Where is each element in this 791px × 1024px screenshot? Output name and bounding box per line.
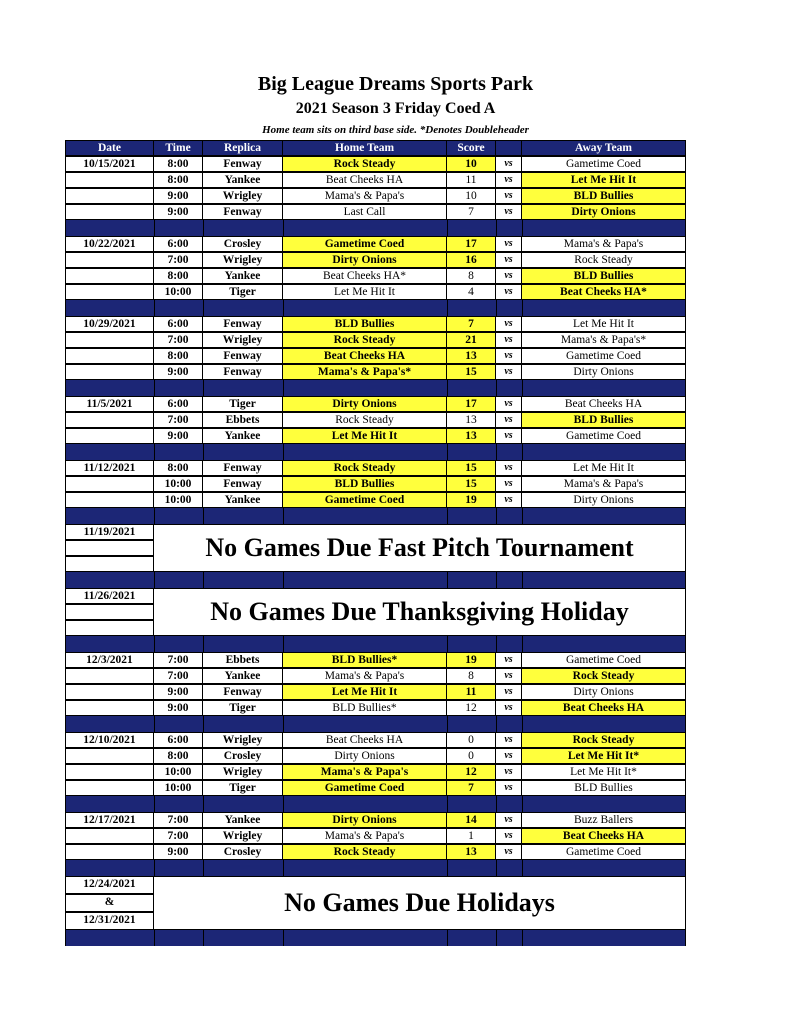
home-team-cell: Rock Steady <box>282 332 447 348</box>
game-replica-cell: Tiger <box>202 284 283 300</box>
vs-label: vs <box>495 812 522 828</box>
game-row <box>65 156 686 172</box>
score-cell: 21 <box>446 332 496 348</box>
away-team-cell: Rock Steady <box>521 732 686 748</box>
no-games-block <box>65 588 686 636</box>
game-time-cell: 9:00 <box>153 844 203 860</box>
game-time-cell: 8:00 <box>153 172 203 188</box>
away-team-cell: Mama's & Papa's <box>521 476 686 492</box>
vs-label: vs <box>495 844 522 860</box>
game-date-cell <box>65 172 154 188</box>
game-replica-cell: Fenway <box>202 684 283 700</box>
game-row <box>65 412 686 428</box>
vs-label: vs <box>495 748 522 764</box>
away-team-cell: Beat Cheeks HA <box>521 828 686 844</box>
game-replica-cell: Wrigley <box>202 332 283 348</box>
home-team-cell: Gametime Coed <box>282 236 447 252</box>
game-replica-cell: Yankee <box>202 668 283 684</box>
game-time-cell: 9:00 <box>153 364 203 380</box>
score-cell: 0 <box>446 748 496 764</box>
game-date-cell <box>65 412 154 428</box>
game-time-cell: 7:00 <box>153 412 203 428</box>
home-team-cell: Mama's & Papa's <box>282 188 447 204</box>
away-team-cell: BLD Bullies <box>521 268 686 284</box>
game-time-cell: 8:00 <box>153 460 203 476</box>
game-replica-cell: Wrigley <box>202 764 283 780</box>
home-team-cell: Gametime Coed <box>282 492 447 508</box>
vs-label: vs <box>495 284 522 300</box>
away-team-cell: Beat Cheeks HA <box>521 396 686 412</box>
game-time-cell: 10:00 <box>153 764 203 780</box>
vs-label: vs <box>495 316 522 332</box>
home-team-cell: Let Me Hit It <box>282 284 447 300</box>
vs-label: vs <box>495 460 522 476</box>
game-date-cell <box>65 252 154 268</box>
score-cell: 15 <box>446 460 496 476</box>
header-score: Score <box>446 140 496 156</box>
away-team-cell: Dirty Onions <box>521 364 686 380</box>
game-replica-cell: Wrigley <box>202 828 283 844</box>
no-games-date-cell <box>65 556 154 572</box>
section-separator <box>65 300 686 316</box>
section-separator <box>65 860 686 876</box>
home-team-cell: Mama's & Papa's <box>282 764 447 780</box>
away-team-cell: Gametime Coed <box>521 348 686 364</box>
page-subtitle: 2021 Season 3 Friday Coed A <box>295 100 496 117</box>
game-time-cell: 7:00 <box>153 332 203 348</box>
game-time-cell: 9:00 <box>153 204 203 220</box>
game-row <box>65 748 686 764</box>
game-replica-cell: Tiger <box>202 780 283 796</box>
home-team-cell: Dirty Onions <box>282 748 447 764</box>
game-replica-cell: Ebbets <box>202 412 283 428</box>
game-row <box>65 252 686 268</box>
away-team-cell: Beat Cheeks HA <box>521 700 686 716</box>
game-time-cell: 9:00 <box>153 700 203 716</box>
vs-label: vs <box>495 428 522 444</box>
game-date-cell <box>65 764 154 780</box>
game-row <box>65 844 686 860</box>
away-team-cell: Let Me Hit It* <box>521 764 686 780</box>
score-cell: 7 <box>446 780 496 796</box>
no-games-message: No Games Due Holidays <box>153 876 686 930</box>
away-team-cell: Gametime Coed <box>521 156 686 172</box>
vs-label: vs <box>495 492 522 508</box>
game-date-cell: 10/22/2021 <box>65 236 154 252</box>
section-separator <box>65 572 686 588</box>
home-team-cell: BLD Bullies* <box>282 652 447 668</box>
game-replica-cell: Tiger <box>202 396 283 412</box>
away-team-cell: Let Me Hit It <box>521 316 686 332</box>
away-team-cell: Mama's & Papa's* <box>521 332 686 348</box>
game-date-cell: 10/15/2021 <box>65 156 154 172</box>
away-team-cell: BLD Bullies <box>521 188 686 204</box>
score-cell: 19 <box>446 652 496 668</box>
score-cell: 7 <box>446 316 496 332</box>
away-team-cell: Rock Steady <box>521 668 686 684</box>
section-separator <box>65 220 686 236</box>
game-row <box>65 268 686 284</box>
game-row <box>65 348 686 364</box>
away-team-cell: BLD Bullies <box>521 412 686 428</box>
home-team-cell: Dirty Onions <box>282 252 447 268</box>
score-cell: 15 <box>446 476 496 492</box>
no-games-date-cell <box>65 604 154 620</box>
vs-label: vs <box>495 188 522 204</box>
score-cell: 17 <box>446 396 496 412</box>
home-team-cell: Let Me Hit It <box>282 428 447 444</box>
game-time-cell: 7:00 <box>153 668 203 684</box>
section-separator <box>65 636 686 652</box>
game-date-cell <box>65 700 154 716</box>
game-row <box>65 684 686 700</box>
vs-label: vs <box>495 348 522 364</box>
game-row <box>65 332 686 348</box>
score-cell: 11 <box>446 684 496 700</box>
game-replica-cell: Yankee <box>202 428 283 444</box>
game-time-cell: 6:00 <box>153 396 203 412</box>
section-separator <box>65 716 686 732</box>
game-date-cell <box>65 348 154 364</box>
vs-label: vs <box>495 684 522 700</box>
header-time: Time <box>153 140 203 156</box>
game-row <box>65 364 686 380</box>
away-team-cell: Dirty Onions <box>521 204 686 220</box>
home-team-cell: Beat Cheeks HA <box>282 732 447 748</box>
no-games-block <box>65 876 686 930</box>
no-games-block <box>65 524 686 572</box>
game-date-cell <box>65 668 154 684</box>
game-time-cell: 6:00 <box>153 732 203 748</box>
game-date-cell <box>65 844 154 860</box>
game-time-cell: 10:00 <box>153 492 203 508</box>
section-separator <box>65 796 686 812</box>
away-team-cell: BLD Bullies <box>521 780 686 796</box>
game-row <box>65 204 686 220</box>
game-time-cell: 8:00 <box>153 268 203 284</box>
away-team-cell: Gametime Coed <box>521 652 686 668</box>
game-date-cell <box>65 332 154 348</box>
vs-label: vs <box>495 764 522 780</box>
no-games-date-cell: 11/26/2021 <box>65 588 154 604</box>
home-team-cell: BLD Bullies <box>282 316 447 332</box>
game-date-cell <box>65 364 154 380</box>
game-date-cell <box>65 188 154 204</box>
score-cell: 14 <box>446 812 496 828</box>
game-row <box>65 812 686 828</box>
vs-label: vs <box>495 476 522 492</box>
away-team-cell: Rock Steady <box>521 252 686 268</box>
game-time-cell: 9:00 <box>153 188 203 204</box>
score-cell: 13 <box>446 348 496 364</box>
game-time-cell: 10:00 <box>153 284 203 300</box>
vs-label: vs <box>495 236 522 252</box>
game-date-cell: 10/29/2021 <box>65 316 154 332</box>
vs-label: vs <box>495 668 522 684</box>
header-home-team: Home Team <box>282 140 447 156</box>
section-separator <box>65 444 686 460</box>
score-cell: 0 <box>446 732 496 748</box>
vs-label: vs <box>495 780 522 796</box>
home-team-cell: Let Me Hit It <box>282 684 447 700</box>
game-time-cell: 7:00 <box>153 652 203 668</box>
score-cell: 17 <box>446 236 496 252</box>
game-row <box>65 476 686 492</box>
game-date-cell <box>65 268 154 284</box>
home-team-cell: Mama's & Papa's <box>282 668 447 684</box>
game-date-cell: 12/3/2021 <box>65 652 154 668</box>
score-cell: 12 <box>446 700 496 716</box>
score-cell: 16 <box>446 252 496 268</box>
vs-label: vs <box>495 268 522 284</box>
header-away-team: Away Team <box>521 140 686 156</box>
game-date-cell <box>65 204 154 220</box>
game-date-cell <box>65 780 154 796</box>
game-replica-cell: Yankee <box>202 492 283 508</box>
game-row <box>65 780 686 796</box>
away-team-cell: Gametime Coed <box>521 428 686 444</box>
game-replica-cell: Yankee <box>202 812 283 828</box>
game-date-cell <box>65 476 154 492</box>
section-separator <box>65 380 686 396</box>
score-cell: 4 <box>446 284 496 300</box>
home-team-cell: Rock Steady <box>282 412 447 428</box>
game-time-cell: 7:00 <box>153 812 203 828</box>
game-row <box>65 668 686 684</box>
game-replica-cell: Wrigley <box>202 732 283 748</box>
away-team-cell: Dirty Onions <box>521 684 686 700</box>
no-games-message: No Games Due Thanksgiving Holiday <box>153 588 686 636</box>
vs-label: vs <box>495 700 522 716</box>
game-time-cell: 8:00 <box>153 156 203 172</box>
page-title: Big League Dreams Sports Park <box>257 73 534 95</box>
vs-label: vs <box>495 364 522 380</box>
home-team-cell: Rock Steady <box>282 460 447 476</box>
score-cell: 1 <box>446 828 496 844</box>
game-time-cell: 8:00 <box>153 348 203 364</box>
game-replica-cell: Fenway <box>202 364 283 380</box>
schedule-table <box>65 140 686 946</box>
vs-label: vs <box>495 396 522 412</box>
game-time-cell: 7:00 <box>153 828 203 844</box>
home-team-cell: Dirty Onions <box>282 812 447 828</box>
game-row <box>65 732 686 748</box>
game-replica-cell: Crosley <box>202 844 283 860</box>
game-time-cell: 9:00 <box>153 684 203 700</box>
game-row <box>65 188 686 204</box>
game-replica-cell: Fenway <box>202 460 283 476</box>
home-team-cell: Gametime Coed <box>282 780 447 796</box>
game-date-cell: 11/5/2021 <box>65 396 154 412</box>
vs-label: vs <box>495 156 522 172</box>
game-row <box>65 492 686 508</box>
away-team-cell: Dirty Onions <box>521 492 686 508</box>
score-cell: 8 <box>446 268 496 284</box>
game-date-cell <box>65 748 154 764</box>
game-row <box>65 172 686 188</box>
away-team-cell: Gametime Coed <box>521 844 686 860</box>
game-replica-cell: Yankee <box>202 268 283 284</box>
game-time-cell: 10:00 <box>153 780 203 796</box>
game-time-cell: 7:00 <box>153 252 203 268</box>
no-games-date-cell: 12/24/2021 <box>65 876 154 894</box>
home-team-cell: Last Call <box>282 204 447 220</box>
score-cell: 13 <box>446 844 496 860</box>
vs-label: vs <box>495 252 522 268</box>
no-games-date-cell: 12/31/2021 <box>65 912 154 930</box>
away-team-cell: Beat Cheeks HA* <box>521 284 686 300</box>
game-time-cell: 8:00 <box>153 748 203 764</box>
game-replica-cell: Fenway <box>202 156 283 172</box>
no-games-date-cell: & <box>65 894 154 912</box>
no-games-message: No Games Due Fast Pitch Tournament <box>153 524 686 572</box>
game-row <box>65 236 686 252</box>
section-separator <box>65 930 686 946</box>
game-replica-cell: Fenway <box>202 316 283 332</box>
game-replica-cell: Fenway <box>202 348 283 364</box>
home-team-cell: Beat Cheeks HA <box>282 172 447 188</box>
game-replica-cell: Fenway <box>202 204 283 220</box>
table-header-row <box>65 140 686 156</box>
home-team-cell: Rock Steady <box>282 156 447 172</box>
score-cell: 7 <box>446 204 496 220</box>
game-time-cell: 6:00 <box>153 236 203 252</box>
game-row <box>65 828 686 844</box>
score-cell: 19 <box>446 492 496 508</box>
game-date-cell <box>65 828 154 844</box>
game-date-cell <box>65 284 154 300</box>
header-date: Date <box>65 140 154 156</box>
game-replica-cell: Wrigley <box>202 252 283 268</box>
score-cell: 13 <box>446 428 496 444</box>
score-cell: 10 <box>446 188 496 204</box>
game-date-cell <box>65 428 154 444</box>
away-team-cell: Mama's & Papa's <box>521 236 686 252</box>
home-team-cell: Dirty Onions <box>282 396 447 412</box>
game-replica-cell: Fenway <box>202 476 283 492</box>
vs-label: vs <box>495 828 522 844</box>
vs-label: vs <box>495 204 522 220</box>
game-replica-cell: Wrigley <box>202 188 283 204</box>
game-row <box>65 428 686 444</box>
vs-label: vs <box>495 332 522 348</box>
vs-label: vs <box>495 412 522 428</box>
section-separator <box>65 508 686 524</box>
game-replica-cell: Yankee <box>202 172 283 188</box>
score-cell: 12 <box>446 764 496 780</box>
away-team-cell: Let Me Hit It <box>521 460 686 476</box>
home-team-cell: Beat Cheeks HA* <box>282 268 447 284</box>
game-row <box>65 652 686 668</box>
game-date-cell: 12/10/2021 <box>65 732 154 748</box>
header-vs <box>495 140 522 156</box>
game-row <box>65 700 686 716</box>
game-date-cell: 11/12/2021 <box>65 460 154 476</box>
game-replica-cell: Crosley <box>202 236 283 252</box>
game-replica-cell: Tiger <box>202 700 283 716</box>
game-date-cell: 12/17/2021 <box>65 812 154 828</box>
score-cell: 15 <box>446 364 496 380</box>
game-time-cell: 10:00 <box>153 476 203 492</box>
vs-label: vs <box>495 732 522 748</box>
home-team-cell: Mama's & Papa's* <box>282 364 447 380</box>
no-games-date-cell <box>65 540 154 556</box>
game-time-cell: 9:00 <box>153 428 203 444</box>
score-cell: 10 <box>446 156 496 172</box>
vs-label: vs <box>495 172 522 188</box>
away-team-cell: Buzz Ballers <box>521 812 686 828</box>
game-row <box>65 396 686 412</box>
score-cell: 13 <box>446 412 496 428</box>
home-team-cell: Beat Cheeks HA <box>282 348 447 364</box>
away-team-cell: Let Me Hit It <box>521 172 686 188</box>
vs-label: vs <box>495 652 522 668</box>
game-date-cell <box>65 684 154 700</box>
game-date-cell <box>65 492 154 508</box>
game-replica-cell: Crosley <box>202 748 283 764</box>
game-time-cell: 6:00 <box>153 316 203 332</box>
game-row <box>65 316 686 332</box>
home-team-cell: BLD Bullies* <box>282 700 447 716</box>
header-replica: Replica <box>202 140 283 156</box>
no-games-date-cell: 11/19/2021 <box>65 524 154 540</box>
game-replica-cell: Ebbets <box>202 652 283 668</box>
home-team-cell: Rock Steady <box>282 844 447 860</box>
game-row <box>65 764 686 780</box>
score-cell: 8 <box>446 668 496 684</box>
home-team-cell: BLD Bullies <box>282 476 447 492</box>
game-row <box>65 284 686 300</box>
schedule-note: Home team sits on third base side. *Denotes Doubleheader <box>262 124 529 136</box>
game-row <box>65 460 686 476</box>
no-games-date-cell <box>65 620 154 636</box>
score-cell: 11 <box>446 172 496 188</box>
away-team-cell: Let Me Hit It* <box>521 748 686 764</box>
home-team-cell: Mama's & Papa's <box>282 828 447 844</box>
